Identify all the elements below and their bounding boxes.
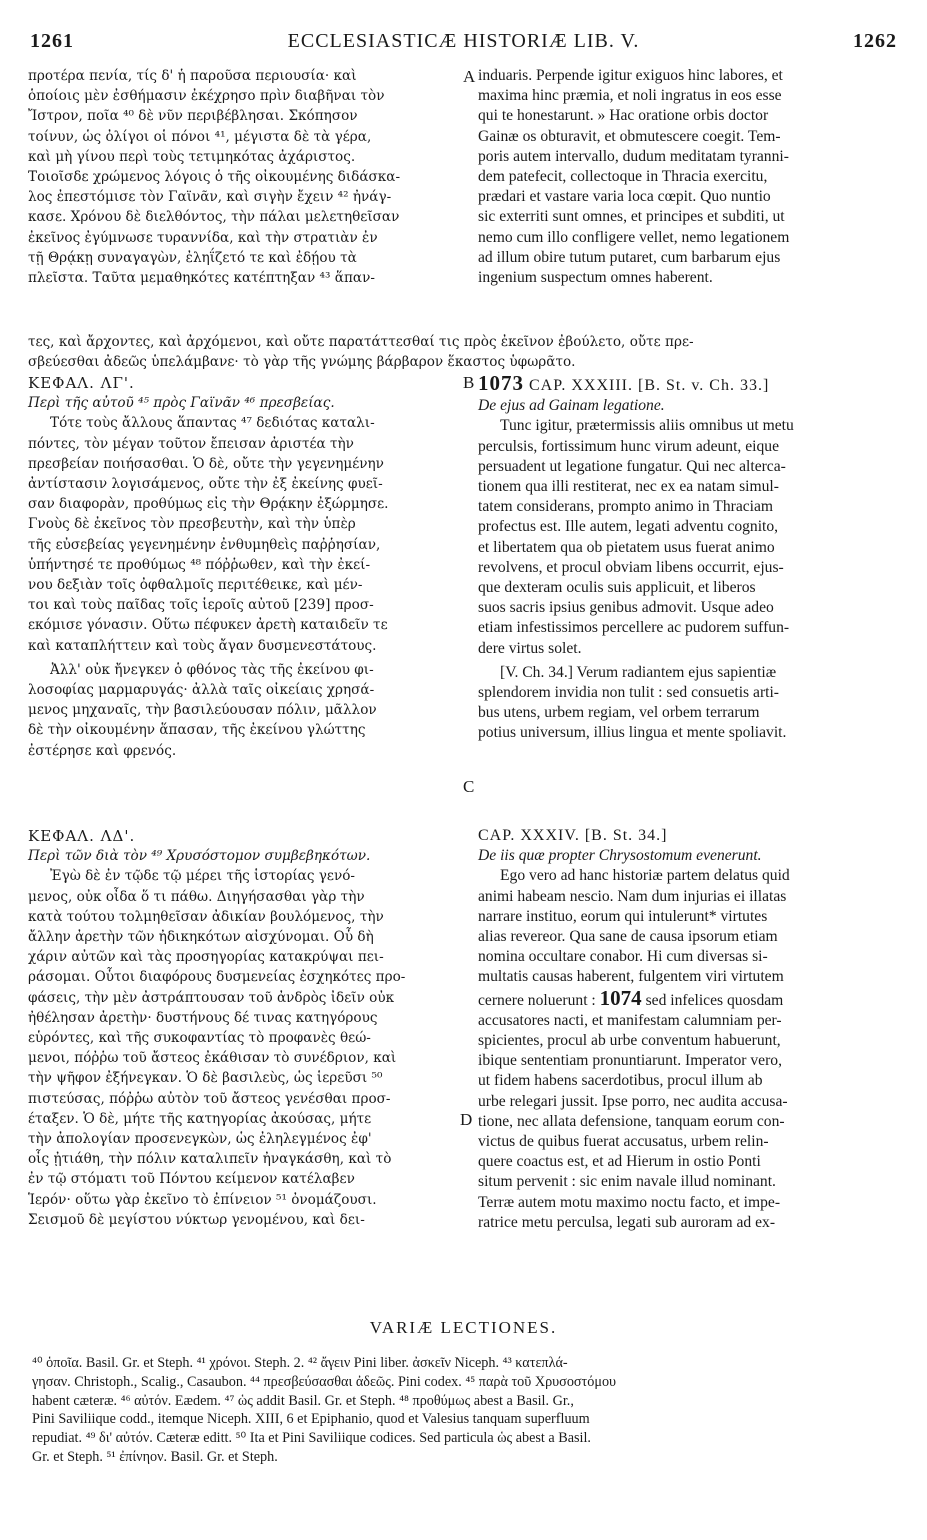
note-line: Gr. et Steph. ⁵¹ ἐπίνηον. Basil. Gr. et Steph. — [32, 1448, 278, 1465]
chapter-heading: CAP. XXXIV. [B. St. 34.] — [478, 827, 668, 844]
text-line: persuadent ut legatione fungatur. Qui nec alterca- — [478, 457, 786, 475]
text-line: quere coactus est, et ad Hierum in ostio Ponti — [478, 1153, 761, 1171]
chapter-title: CAP. XXXIII. [B. St. v. Ch. 33.] — [529, 377, 770, 394]
text-line: πόντες, τὸν μέγαν τοῦτον ἔπεισαν ἀριστέα τὴν — [28, 435, 354, 452]
text-line: Γνοὺς δὲ ἐκεῖνος τὸν πρεσβευτὴν, καὶ τὴν ὑπὲρ — [28, 516, 356, 533]
text-line: nomina occultare conabor. Hi cum diversas si- — [478, 948, 768, 966]
text-line: ἐν τῷ στόματι τοῦ Πόντου κείμενον κατέλαβεν — [28, 1171, 355, 1188]
text-line: Ἐγὼ δὲ ἐν τῷδε τῷ μέρει τῆς ἱστορίας γενό- — [50, 868, 356, 885]
text-line: εκόμισε γόνασιν. Οὕτω πέφυκεν ἀρετὴ καταιδεῖν τε — [28, 617, 388, 634]
text-line: χάριν αὐτῶν καὶ τὰς προσηγορίας κατακρύψαι πει- — [28, 949, 384, 966]
text-line: ingenium suspectum omnes haberent. — [478, 269, 713, 287]
text-line: nemo cum illo confligere vellet, nemo legationem — [478, 228, 790, 246]
text-line: victus de quibus fuerat accusatus, urbem relin- — [478, 1133, 769, 1151]
text-line: ἐκεῖνος ἐγύμνωσε τυραννίδα, καὶ τὴν στρατιὰν ἐν — [28, 229, 378, 246]
variae-lectiones-notes — [32, 1354, 892, 1467]
text-line: κασε. Χρόνου δὲ διελθόντος, τὴν πάλαι μελετηθεῖσαν — [28, 209, 400, 226]
text-line: ὑπήντησέ τε προθύμως ⁴⁸ πόῤῥωθεν, καὶ τὴν ἐκεί- — [28, 556, 371, 573]
text-line: potius universum, illius lingua et mente spoliavit. — [478, 724, 787, 742]
text-line: dem patefecit, collectoque in Thracia exercitu, — [478, 168, 768, 186]
text-line: [V. Ch. 34.] Verum radiantem ejus sapientiæ — [500, 663, 777, 681]
text-line: ράσομαι. Οὗτοι διαφόρους δυσμενείας ἐσχηκότες προ- — [28, 969, 406, 986]
text-line: καὶ μὴ γίνου περὶ τοὺς τετιμηκότας ἀχάριστος. — [28, 148, 356, 165]
text-line: πρεσβείαν ποιήσασθαι. Ὁ δὲ, οὔτε τὴν γεγενημένην — [28, 455, 384, 472]
text-line: οἷς ᾐτιάθη, τὴν πόλιν καταλιπεῖν ἠναγκάσθη, καὶ τὸ — [28, 1151, 392, 1168]
text-line: Ego vero ad hanc historiæ partem delatus quid — [500, 867, 790, 885]
note-line: repudiat. ⁴⁹ δι' αὐτόν. Cæteræ editt. ⁵⁰ Ita et Pini Saviliique codices. Sed particula ὡς abest a Basil. — [32, 1430, 591, 1447]
page-number-right: 1262 — [853, 30, 897, 52]
text-line: ibique sententiam pronuntiarunt. Imperator vero, — [478, 1052, 782, 1070]
text-line: Ἀλλ' οὐκ ἤνεγκεν ὁ φθόνος τὰς τῆς ἐκείνου φι- — [50, 661, 374, 678]
text-line: δὲ τὴν οἰκουμένην ἅπασαν, τῆς ἐκείνου γλώττης — [28, 722, 366, 739]
greek-chapter-34 — [28, 826, 460, 1230]
text-line — [478, 985, 892, 1011]
text-line: τῆς εὐσεβείας γεγενημένην ἐνθυμηθεὶς παῤῥησίαν, — [28, 536, 381, 553]
margin-marker-b: B — [463, 373, 475, 392]
text-line: Tunc igitur, prætermissis aliis omnibus ut metu — [500, 417, 794, 435]
text-line: Terræ autem motu maximo noctu facto, et impe- — [478, 1193, 781, 1211]
text-line: induaris. Perpende igitur exiguos hinc labores, et — [478, 67, 783, 84]
text-line: σβεύεσθαι ἀδεῶς ὑπελάμβανε· τὸ γὰρ τῆς γνώμης βάρβαρον ἕκαστος ὑφωρᾶτο. — [28, 354, 576, 371]
latin-column-top — [478, 66, 892, 288]
text-fragment: cernere noluerunt : — [478, 991, 596, 1009]
text-line: prædari et vastare varia loca cœpit. Quo nuntio — [478, 188, 771, 206]
text-line: qui te honestarunt. » Hac oratione orbis doctor — [478, 107, 769, 125]
text-line: τὴν ἀπολογίαν προσενεγκὼν, ὡς ἐληλεγμένος ἐφ' — [28, 1131, 372, 1148]
text-line: τὴν ψῆφον ἐξήνεγκαν. Ὁ δὲ βασιλεὺς, ὡς ἱερεῦσι ⁵⁰ — [28, 1070, 383, 1087]
greek-bridge-text — [28, 332, 892, 372]
text-line: πιστεύσας, πόῤῥω αὐτὸν τοῦ ἄστεος γενέσθαι προσ- — [28, 1090, 391, 1107]
text-line: splendorem invidia non tulit : sed consuetis arti- — [478, 684, 779, 702]
latin-chapter-34 — [478, 826, 892, 1233]
text-line: μενος, οὐκ οἶδα ὅ τι πάθω. Διηγήσασθαι γὰρ τὴν — [28, 888, 365, 905]
text-line: revolvens, et procul obviam libens occurrit, ejus- — [478, 558, 784, 576]
text-line: φάσεις, τὴν μὲν ἀστράπτουσαν τοῦ ἀνδρὸς ἰδεῖν οὐκ — [28, 989, 395, 1006]
text-line: ut fidem habens sacerdotibus, procul illum ab — [478, 1072, 763, 1090]
text-line: maxima hinc præmia, et noli ingratus in eos esse — [478, 87, 782, 105]
variae-lectiones-title: VARIÆ LECTIONES. — [369, 1318, 558, 1337]
chapter-heading — [478, 373, 892, 396]
text-line: τοι καὶ τοὺς παῖδας τοῖς ἱεροῖς αὐτοῦ [239] προσ- — [28, 597, 374, 614]
text-line: urbe relegari jussit. Ipse porro, nec audita accusa- — [478, 1092, 788, 1110]
text-line: καὶ καταπλήττειν καὶ τοὺς ἄγαν δυσμενεστάτους. — [28, 637, 377, 654]
text-line: Τότε τοὺς ἄλλους ἅπαντας ⁴⁷ δεδιότας καταλι- — [50, 415, 375, 432]
note-line: γησαν. Christoph., Scalig., Casaubon. ⁴⁴ πρεσβεύσασθαι ἀδεῶς. Pini codex. ⁴⁵ παρὰ τοῦ Χρυσοστόμου — [32, 1373, 617, 1390]
running-header — [30, 30, 897, 56]
text-line: Τοιοῖσδε χρώμενος λόγοις ὁ τῆς οἰκουμένης διδάσκα- — [28, 169, 401, 186]
chapter-subtitle: De ejus ad Gainam legatione. — [478, 397, 665, 415]
chapter-subtitle: Περὶ τῶν διὰ τὸν ⁴⁹ Χρυσόστομον συμβεβηκότων. — [28, 848, 371, 865]
text-line: narrare instituo, eorum qui intulerunt* virtutes — [478, 907, 768, 925]
note-line: habent cæteræ. ⁴⁶ αὐτόν. Eædem. ⁴⁷ ὡς addit Basil. Gr. et Steph. ⁴⁸ προθύμως abest a Basil. Gr., — [32, 1392, 574, 1409]
note-line: Pini Saviliique codd., itemque Niceph. XIII, 6 et Epiphanio, quod et Valesius tanquam superfluum — [32, 1411, 590, 1428]
text-line: animi habeam nescio. Nam dum injurias ei illatas — [478, 887, 787, 905]
text-line: νου δεξιὰν τοῖς ὀφθαλμοῖς περιτέθεικε, καὶ μέν- — [28, 577, 363, 594]
text-line: situm pervenit : sic enim navale illud nominant. — [478, 1173, 776, 1191]
text-line: tione, nec allata defensione, tanquam eorum con- — [478, 1112, 785, 1130]
text-line: ὁποίοις μὲν ἐσθήμασιν ἐκέχρησο πρὶν διαβῆναι τὸν — [28, 88, 385, 105]
text-line: bus utens, urbem regiam, vel orbem terrarum — [478, 704, 760, 722]
text-line: etiam infestissimos percellere ac pudorem suffun- — [478, 619, 790, 637]
text-line: εὑρόντες, καὶ τῆς συκοφαντίας τὸ προφανὲς θεώ- — [28, 1030, 371, 1047]
text-line: suos sacris ipsius genibus admovit. Usque adeo — [478, 599, 774, 617]
text-line: perculsis, fortissimum hunc virum adeunt, eique — [478, 437, 779, 455]
text-line: Ἱερόν· οὕτω γὰρ ἐκεῖνο τὸ ἐπίνειον ⁵¹ ὀνομάζουσι. — [28, 1191, 377, 1208]
chapter-heading: ΚΕΦΑΛ. ΛΔ'. — [28, 827, 136, 845]
text-line: έταξεν. Ὁ δὲ, μήτε τῆς κατηγορίας ἀκούσας, μήτε — [28, 1110, 372, 1127]
margin-marker-c: C — [463, 777, 475, 796]
text-line: ἀντίστασιν λογισάμενος, οὔτε τὴν ἐξ ἐκείνης φυεῖ- — [28, 476, 383, 493]
text-line: τοίνυν, ὡς ὀλίγοι οἱ πόνοι ⁴¹, μέγιστα δὲ τὰ γέρα, — [28, 128, 372, 145]
text-line: ἐστέρησε καὶ φρενός. — [28, 742, 177, 759]
text-line: profectus est. Ille autem, legati adventu cognito, — [478, 518, 779, 536]
text-line: tionem qua illi restiterat, nec ex ea natam simul- — [478, 478, 779, 496]
text-line: Ἴστρον, ποῖα ⁴⁰ δὲ νῦν περιβέβλησαι. Σκόπησον — [28, 108, 358, 125]
text-fragment: sed infelices quosdam — [645, 991, 784, 1009]
text-line: προτέρα πενία, τίς δ' ἡ παροῦσα περιουσία· καὶ — [28, 68, 357, 84]
text-line: ratrice metu perculsa, legati sub auroram ad ex- — [478, 1213, 776, 1231]
chapter-heading: ΚΕΦΑΛ. ΛΓ'. — [28, 374, 135, 392]
text-line: poris autem intervallo, dudum meditatam tyranni- — [478, 147, 789, 165]
text-line: et libertatem qua ob pietatem usus fuerat animo — [478, 538, 775, 556]
greek-chapter-33 — [28, 373, 460, 761]
chapter-subtitle: Περὶ τῆς αὐτοῦ ⁴⁵ πρὸς Γαϊνᾶν ⁴⁶ πρεσβείας. — [28, 395, 335, 412]
column-number: 1073 — [478, 371, 524, 395]
text-line: Σεισμοῦ δὲ μεγίστου νύκτωρ γενομένου, καὶ δει- — [28, 1211, 365, 1228]
text-line: tatem considerans, prompto animo in Thraciam — [478, 498, 774, 516]
text-line: μενοι, πόῤῥω τοῦ ἄστεος ἐκάθισαν τὸ συνέδριον, καὶ — [28, 1050, 397, 1067]
column-number: 1074 — [599, 985, 642, 1010]
text-line: ἠθέλησαν ἀρετὴν· δυστήνους δέ τινας κατηγόρους — [28, 1009, 378, 1026]
text-line: τῇ Θρᾴκῃ συναγαγὼν, ἐληΐζετό τε καὶ ἐδῄου τὰ — [28, 249, 357, 266]
text-line: σαν διαφορὰν, προθύμως εἰς τὴν Θρᾴκην ἐξώρμησε. — [28, 496, 389, 513]
text-line: sic exterriti sunt omnes, et principes et subditi, ut — [478, 208, 785, 226]
text-line: μενος μηχαναῖς, τὴν βασιλεύουσαν πόλιν, μᾶλλον — [28, 702, 377, 719]
text-line: λοσοφίας μαρμαρυγάς· ἀλλὰ ταῖς οἰκείαις χρησά- — [28, 682, 375, 699]
text-line: dere virtus solet. — [478, 639, 582, 657]
margin-marker-a: A — [463, 67, 476, 86]
text-line: alias revereor. Qua sane de causa ipsorum etiam — [478, 928, 778, 946]
text-line: spicientes, procul ab urbe conventum habuerunt, — [478, 1032, 781, 1050]
text-line: λος ἐπεστόμισε τὸν Γαϊνᾶν, καὶ σιγὴν ἔχειν ⁴² ἠνάγ- — [28, 189, 392, 206]
text-line: Gainæ os obturavit, et obmutescere coegit. Tem- — [478, 127, 781, 145]
text-line: ad illum obire tutum putaret, cum barbarum ejus — [478, 248, 781, 266]
text-line: πλεῖστα. Ταῦτα μεμαθηκότες κατέπτηξαν ⁴³ ἅπαν- — [28, 270, 375, 287]
text-line: multatis causas haberent, fulgentem viri virtutem — [478, 968, 784, 986]
text-line: accusatores nacti, et manifestam calumniam per- — [478, 1011, 782, 1029]
greek-column-top — [28, 66, 460, 288]
note-line: ⁴⁰ ὁποῖα. Basil. Gr. et Steph. ⁴¹ χρόνοι. Steph. 2. ⁴² ἄγειν Pini liber. ἀσκεῖν Niceph. ⁴³ κατεπλά- — [32, 1355, 568, 1371]
text-line: κατὰ τούτου τολμηθεῖσαν ἀδικίαν βουλόμενος, τὴν — [28, 908, 384, 925]
running-title: ECCLESIASTICÆ HISTORIÆ LIB. V. — [287, 30, 640, 52]
chapter-subtitle: De iis quæ propter Chrysostomum evenerunt. — [478, 847, 762, 865]
latin-chapter-33 — [478, 373, 892, 744]
text-line: ἄλλην ἀρετὴν τῶν ἠδικηκότων αἰσχύνομαι. Οὗ δὴ — [28, 929, 374, 946]
text-line: que dexteram oculis suis applicuit, et liberos — [478, 579, 756, 597]
margin-marker-d: D — [460, 1110, 473, 1129]
page-number-left: 1261 — [30, 30, 74, 52]
text-line: τες, καὶ ἄρχοντες, καὶ ἀρχόμενοι, καὶ οὔτε παρατάττεσθαί τις πρὸς ἐκεῖνον ἐβούλετο, οὔτε πρε- — [28, 334, 694, 350]
